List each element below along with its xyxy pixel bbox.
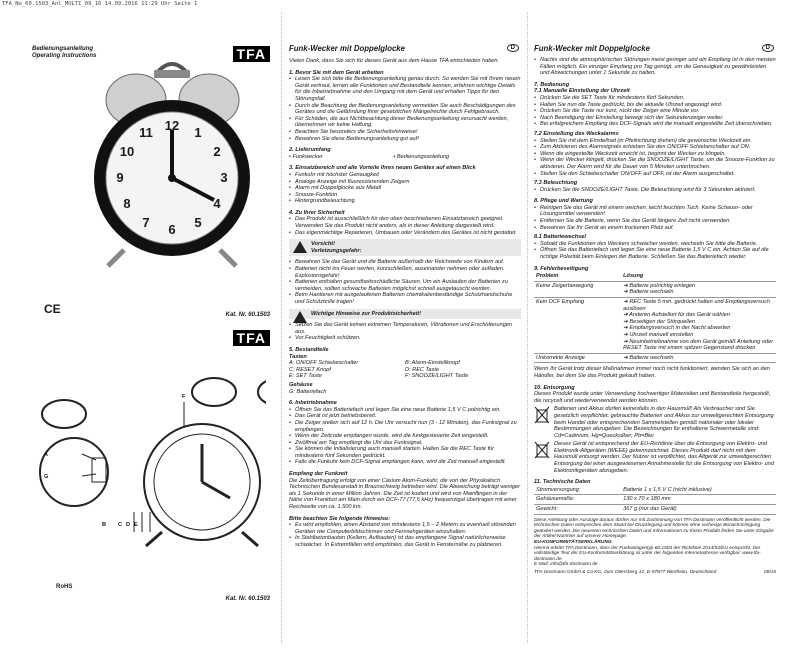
label-a: A	[44, 452, 49, 458]
section-heading: Bitte beachten Sie folgende Hinweise:	[289, 515, 391, 522]
bullet-item: • Wenn die eingestellte Weckzeit erreicht ist, beginnt der Wecker zu klingeln.	[534, 151, 776, 158]
label-g: G	[44, 474, 49, 480]
bullet-list	[289, 216, 521, 236]
bullet-item: • Funkuhr mit höchster Genauigkeit	[289, 172, 521, 179]
clock-numeral: 10	[119, 144, 135, 159]
troubleshooting-table	[534, 272, 776, 363]
bullet-item: • Beachten Sie besonders die Sicherheitshinweise!	[289, 129, 521, 136]
weee-disposal	[534, 441, 776, 474]
subheading: 7.2 Einstellung des Weckalarms	[534, 130, 619, 137]
bullet-item: • Batterien nicht ins Feuer werfen, kurzschließen, auseinander nehmen oder aufladen. Explosionsgefahr!	[289, 266, 521, 279]
table-cell: 130 x 70 x 180 mm	[623, 496, 671, 503]
bullet-item: • Wenn der Zeitcode empfangen wurde, wird die funkgesteuerte Zeit eingestellt.	[289, 433, 521, 440]
bullet-item: • Drücken Sie die Taste nur kurz, rückt der Zeiger eine Minute vor.	[534, 108, 776, 115]
label-c: C	[118, 522, 123, 528]
bullet-item: • Nach Beendigung der Einstellung bewegt sich der Sekundenzeiger weiter.	[534, 115, 776, 122]
bullet-item: • Das Produkt ist ausschließlich für den oben beschriebenen Einsatzbereich geeignet. Verwenden Sie das Produkt nicht anders, als in dieser Anleitung dargestellt wird.	[289, 216, 521, 229]
table-row	[534, 281, 776, 297]
clock-numeral: 3	[220, 170, 228, 185]
bullet-list	[534, 241, 776, 261]
clock-numeral: 12	[164, 118, 180, 133]
bullet-item: • Zwölfmal am Tag empfängt die Uhr das Funksignal.	[289, 440, 521, 447]
language-badge: D	[762, 44, 774, 52]
table-cell: Stromversorgung:	[536, 486, 581, 493]
keys-row	[289, 367, 521, 374]
table-row	[534, 486, 776, 495]
bullet-item: • Das Gerät ist jetzt betriebsbereit.	[289, 413, 521, 420]
clock-photo	[84, 60, 254, 270]
section-heading: 8. Pflege und Wartung	[534, 198, 593, 205]
clock-numeral: 11	[139, 124, 153, 140]
eu-heading: EU-KONFORMITÄTSERKLÄRUNG	[534, 540, 612, 545]
clock-numeral: 9	[116, 170, 124, 185]
address: TFA Dostmann GmbH & Co.KG, Zum Ottersberg 12, D-97877 Wertheim, Deutschland	[534, 569, 717, 575]
label-f: F	[182, 394, 186, 400]
table-cell: Problem	[536, 273, 559, 280]
bullet-item: • Bei erfolgreichem Empfang des DCF-Signals wird die manuell eingestellte Zeit überschrieben.	[534, 121, 776, 128]
label-d: D	[126, 522, 131, 528]
bullet-item: • Reinigen Sie das Gerät mit einem weichen, leicht feuchten Tuch. Keine Scheuer- oder Lösungsmittel verwenden!	[534, 205, 776, 218]
bullet-item: • Sobald die Funktionen des Weckers schwächer werden, wechseln Sie bitte die Batterie.	[534, 241, 776, 248]
bullet-item: • Halten Sie nun die Taste gedrückt, bis die aktuelle Uhrzeit angezeigt wird.	[534, 102, 776, 109]
bullet-list	[534, 57, 776, 77]
warning-subtitle: Verletzungsgefahr:	[311, 247, 362, 254]
bullet-item: • Hintergrundbeleuchtung	[289, 198, 521, 205]
delivery-row	[289, 154, 521, 161]
clock-line-drawing	[34, 362, 266, 552]
manual-page-2	[534, 44, 776, 635]
bullet-item: • Es wird empfohlen, einen Abstand von mindestens 1,5 – 2 Metern zu eventuell störenden Geräten wie Computerbildschirmen und Fernsehgeräten einzuhalten.	[289, 522, 521, 535]
kat-nr: Kat. Nr. 60.1503	[225, 312, 270, 318]
subheading: Tasten	[289, 353, 307, 360]
subheading: 7.1 Manuelle Einstellung der Uhrzeit	[534, 88, 630, 95]
bullet-item: • Entfernen Sie die Batterie, wenn Sie das Gerät längere Zeit nicht verwenden.	[534, 218, 776, 225]
paragraph: Die Zeitübertragung erfolgt von einer Cäsium Atom-Funkuhr, die von der Physikalisch Technischen Bundesanstalt in Braunschweig betrieben wird. Die Abweichung beträgt weniger als 1 Sekunde in einer Million Jahren. Die Zeit ist kodiert und wird von Mainflingen in der Nähe von Frankfurt am Main durch ein DCF-77 (77,5 kHz) frequenzigal übertragen mit einer Reichweite von ca. 1.500 km.	[289, 477, 520, 511]
table-cell: ➔ Batterie polrichtig einlegen ➔ Batterie wechseln	[623, 282, 696, 296]
warning-box	[289, 309, 521, 320]
bullet-item: • Setzen Sie das Gerät keinen extremen Temperaturen, Vibrationen und Erschütterungen aus.	[289, 322, 521, 335]
bullet-item: • Wenn der Wecker klingelt, drücken Sie die SNOOZE/LIGHT Taste, um die Snooze-Funktion zu aktivieren. Der Alarm wird für die Dauer von 5 Minuten unterbrochen.	[534, 157, 776, 170]
bullet-item: • Lesen Sie sich bitte die Bedienungsanleitung genau durch. So werden Sie mit Ihrem neuen Gerät vertraut, lernen alle Funktionen und Bestandteile kennen, erfahren wichtige Details für die Inbetriebnahme und den Umgang mit dem Gerät und erhalten Tipps für den Störungsfall.	[289, 76, 521, 102]
table-row	[534, 505, 776, 515]
bullet-item: • Vor Feuchtigkeit schützen.	[289, 335, 521, 342]
cover-panel	[32, 44, 274, 635]
bullet-item: • Stellen Sie den Schiebeschalter ON/OFF auf OFF, ist der Alarm ausgeschaltet.	[534, 171, 776, 178]
paragraph: Batterien und Akkus dürfen keinesfalls in den Hausmüll! Als Verbraucher sind Sie gesetzlich verpflichtet, gebrauchte Batterien und Akkus zur umweltgerechten Entsorgung beim Handel oder entsprechenden Sammelstellen gemäß nationaler oder lokaler Bestimmungen abzugeben. Die Bezeichnungen für enthaltene Schwermetalle sind: Cd=Cadmium, Hg=Quecksilber, Pb=Blei	[554, 406, 774, 439]
bullet-item: • Falls die Funkuhr kein DCF-Signal empfangen kann, wird die Zeit manuell eingestellt.	[289, 459, 521, 466]
table-row	[534, 298, 776, 354]
bullet-item: • Snooze-Funktion	[289, 192, 521, 199]
language-badge: D	[507, 44, 519, 52]
bullet-list	[289, 522, 521, 548]
label-e: E	[134, 522, 138, 528]
table-row	[534, 353, 776, 363]
page-divider	[281, 12, 282, 643]
clock-numeral: 4	[213, 196, 221, 211]
bullet-item: • Das eigenmächtige Reparieren, Umbauen oder Verändern des Gerätes ist nicht gestattet.	[289, 230, 521, 237]
table-cell: ➔ REC Taste 5 min. gedrückt halten und Empfangsversuch auslösen ➔ Anderen Aufstellort für das Gerät wählen ➔ Beseitigen der Störquellen ➔ Empfangsversuch in der Nacht abwarten ➔ Uhrzeit manuell einstellen ➔ Neuinbetriebnahme von dem Gerät gemäß Anleitung oder RESET Taste mit einem spitzen Gegenstand drücken	[623, 299, 774, 352]
crossed-bin-icon	[534, 406, 550, 424]
bullet-list	[289, 172, 521, 205]
key-item: A: ON/OFF Schiebeschalter	[289, 360, 359, 367]
warning-title: Wichtige Hinweise zur Produktsicherheit!	[311, 310, 421, 317]
warning-icon	[293, 311, 307, 323]
bullet-list	[289, 322, 521, 342]
bullet-item: • Bewahren Sie das Gerät und die Batterie außerhalb der Reichweite von Kindern auf.	[289, 259, 521, 266]
kat-nr: Kat. Nr. 60.1503	[225, 596, 270, 602]
table-cell: Batterie 1 x 1,5 V C (nicht inklusive)	[623, 486, 712, 493]
bullet-item: • Nachts sind die atmosphärischen Störungen meist geringer und ein Empfang ist in den meisten Fällen möglich. Ein einziger Empfang pro Tag genügt, um die Genauigkeit zu gewährleisten und Abweichungen unter 1 Sekunde zu halten.	[534, 57, 776, 77]
tfa-logo: TFA	[233, 330, 270, 346]
bullet-item: • Die Zeiger stellen sich auf 12 h. Die Uhr versucht nun (3 - 12 Minuten), das Funksignal zu empfangen.	[289, 420, 521, 433]
section-heading: Empfang der Funkzeit	[289, 471, 348, 478]
housing-item: G: Batteriefach	[289, 388, 327, 395]
bullet-item: • Analoge Anzeige mit fluoreszierenden Zeigern	[289, 179, 521, 186]
section-heading: 4. Zu Ihrer Sicherheit	[289, 209, 345, 216]
key-item: B: Alarm-Einstellknopf	[405, 360, 460, 367]
section-heading: 7. Bedienung	[534, 81, 570, 88]
heading-en: Operating Instructions	[32, 52, 97, 59]
ce-mark: CE	[44, 302, 61, 316]
tfa-logo: TFA	[233, 46, 270, 62]
bullet-item: • Durch die Beachtung der Bedienungsanleitung vermeiden Sie auch Beschädigungen des Gerätes und die Gefährdung Ihrer gesetzlichen Mängelrechte durch Fehlgebrauch.	[289, 103, 521, 116]
delivery-item: • Bedienungsanleitung	[393, 153, 450, 160]
section-heading: 1. Bevor Sie mit dem Gerät arbeiten	[289, 69, 384, 76]
table-row	[534, 272, 776, 281]
paragraph: Wenn Ihr Gerät trotz dieser Maßnahmen immer noch nicht funktioniert, wenden Sie sich an den Händler, bei dem Sie das Produkt gekauft haben.	[534, 366, 770, 379]
table-cell: ➔ Batterie wechseln	[623, 354, 674, 361]
bullet-list	[534, 187, 776, 194]
intro-text: Vielen Dank, dass Sie sich für dieses Gerät aus dem Hause TFA entschieden haben.	[289, 58, 500, 64]
table-cell: Keine Zeigerbewegung	[536, 282, 594, 289]
section-heading: 11. Technische Daten	[534, 479, 591, 486]
table-row	[534, 495, 776, 505]
bullet-item: • Bewahren Sie Ihr Gerät an einem trockenen Platz auf.	[534, 225, 776, 232]
bullet-item: • Zum Aktivieren des Alarmsignals schieben Sie den ON/OFF Schiebeschalter auf ON.	[534, 144, 776, 151]
bullet-list	[289, 259, 521, 305]
heading-de: Bedienungsanleitung	[32, 46, 94, 52]
manual-page-1	[289, 44, 521, 635]
page-title: Funk-Wecker mit Doppelglocke	[534, 44, 650, 53]
page-divider	[527, 12, 528, 643]
bullet-item: • In Stahlbetonbauten (Kellern, Aufbauten) ist das empfangene Signal natürlicherweise schwächer. In Extremfällen wird empfohlen, das Gerät in Fensternähe zu platzieren.	[289, 535, 521, 548]
footer	[534, 570, 776, 576]
section-heading: 10. Entsorgung	[534, 384, 575, 391]
bullet-item: • Alarm mit Doppelglocke aus Metall	[289, 185, 521, 192]
eu-text: Hiermit erklärt TFA Dostmann, dass der Funkanlagentyp 60.1503 der Richtlinie 2014/53/EU entspricht. Der vollständige Text der EU-Konformitätserklärung ist unter der folgenden Internetadresse verfügbar: www.tfa-dostmann.de	[534, 545, 761, 562]
legal-note: Diese Anleitung oder Auszüge daraus dürfen nur mit Zustimmung von TFA Dostmann veröffentlicht werden. Die technischen Daten entsprechen dem Stand bei Drucklegung und können ohne vorherige Benachrichtigung geändert werden. Die neuesten technischen Daten und Informationen zu Ihrem Produkt finden Sie unter Eingabe der Artikel-Nummer auf unserer Homepage.	[534, 517, 774, 540]
email: E-Mail: info@tfa-dostmann.de	[534, 562, 598, 568]
rohs-mark: RoHS	[56, 584, 73, 590]
bullet-item: • Batterien enthalten gesundheitsschädliche Säuren. Um ein Auslaufen der Batterien zu vermeiden, sollten schwache Batterien möglichst schnell ausgetauscht werden.	[289, 279, 521, 292]
clock-numeral: 1	[194, 124, 202, 140]
table-cell: Gewicht:	[536, 506, 558, 513]
page-title: Funk-Wecker mit Doppelglocke	[289, 44, 405, 53]
bullet-item: • Bewahren Sie diese Bedienungsanleitung gut auf!	[289, 136, 521, 143]
keys-row	[289, 373, 521, 380]
bullet-list	[289, 76, 521, 142]
bullet-list	[534, 95, 776, 128]
table-cell: 367 g (nur das Gerät)	[623, 506, 677, 513]
warning-box	[289, 239, 521, 256]
file-header: TFA_No_60.1503_Anl_MULTI_09_16 14.09.2016 11:29 Uhr Seite 1	[2, 1, 198, 7]
clock-numeral: 8	[123, 196, 131, 211]
clock-numeral: 7	[142, 215, 150, 231]
section-heading: 9. Fehlerbeseitigung	[534, 265, 589, 272]
table-cell: Kein DCF Empfang	[536, 299, 585, 305]
table-cell: Unkorrekte Anzeige	[536, 354, 585, 361]
key-item: E: SET Taste	[289, 373, 322, 380]
paragraph: Dieses Produkt wurde unter Verwendung hochwertiger Materialien und Bestandteile hergestellt, die recycelt und wiederverwendet werden können.	[534, 391, 771, 404]
table-cell: Gehäusemaße:	[536, 496, 575, 503]
bullet-item: • Drücken Sie die SNOOZE/LIGHT Taste. Die Beleuchtung wird für 3 Sekunden aktiviert.	[534, 187, 776, 194]
bullet-list	[534, 205, 776, 231]
key-item: D: REC Taste	[405, 366, 439, 373]
subheading: 8.1 Batteriewechsel	[534, 234, 586, 241]
table-cell: Lösung	[623, 273, 644, 280]
bullet-item: • Öffnen Sie das Batteriefach und legen Sie eine neue Batterie 1,5 V C polrichtig ein.	[289, 407, 521, 414]
subheading: 7.3 Beleuchtung	[534, 180, 578, 187]
delivery-item: • Funkwecker	[289, 153, 323, 160]
warning-icon	[293, 241, 307, 253]
subheading: Gehäuse	[289, 381, 313, 388]
print-date: 09/16	[763, 569, 776, 575]
key-item: C: RESET Knopf	[289, 366, 331, 373]
label-b: B	[102, 522, 107, 528]
paragraph: Dieses Gerät ist entsprechend der EU-Richtlinie über die Entsorgung von Elektro- und Elektronik-Altgeräten (WEEE) gekennzeichnet. Dieses Produkt darf nicht mit dem Hausmüll entsorgt werden. Der Nutzer ist verpflichtet, das Altgerät zur umweltgerechten Entsorgung bei einer ausgewiesenen Annahmestelle für die Entsorgung von Elektro- und Elektronikgeräten abzugeben.	[554, 441, 774, 474]
bullet-item: • Stellen Sie mit dem Einstellrad (in Pfeilrichtung drehen) die gewünschte Weckzeit ein.	[534, 138, 776, 145]
section-heading: 3. Einsatzbereich und alle Vorteile Ihres neuen Gerätes auf einen Blick	[289, 165, 476, 172]
crossed-bin-icon	[534, 441, 550, 459]
keys-list	[289, 360, 521, 380]
clock-numeral: 2	[213, 144, 221, 159]
bullet-item: • Beim Hantieren mit ausgelaufenen Batterien chemikalienbeständige Schutzhandschuhe und Schutzbrille tragen!	[289, 292, 521, 305]
clock-numeral: 6	[168, 222, 176, 237]
keys-row	[289, 360, 521, 367]
bullet-list	[289, 407, 521, 466]
tech-data-table	[534, 486, 776, 515]
bullet-list	[534, 138, 776, 178]
section-heading: 5. Bestandteile	[289, 346, 329, 353]
bullet-item: • Öffnen Sie das Batteriefach und legen Sie eine neue Batterie 1,5 V C ein. Achten Sie auf die richtige Polarität beim Einlegen der Batterie. Schließen Sie das Batteriefach wieder.	[534, 247, 776, 260]
bullet-item: • Sie können die Initialisierung auch manuell starten. Halten Sie die REC Taste für mindestens fünf Sekunden gedrückt.	[289, 446, 521, 459]
bullet-item: • Für Schäden, die aus Nichtbeachtung dieser Bedienungsanleitung verursacht werden, übernehmen wir keine Haftung.	[289, 116, 521, 129]
battery-disposal	[534, 406, 776, 439]
clock-numeral: 5	[194, 215, 202, 231]
warning-title: Vorsicht!	[311, 241, 336, 248]
key-item: F: SNOOZE/LIGHT Taste	[405, 373, 469, 380]
bullet-item: • Drücken Sie die SET Taste für mindestens fünf Sekunden.	[534, 95, 776, 102]
section-heading: 2. Lieferumfang	[289, 147, 331, 154]
section-heading: 6. Inbetriebnahme	[289, 400, 337, 407]
